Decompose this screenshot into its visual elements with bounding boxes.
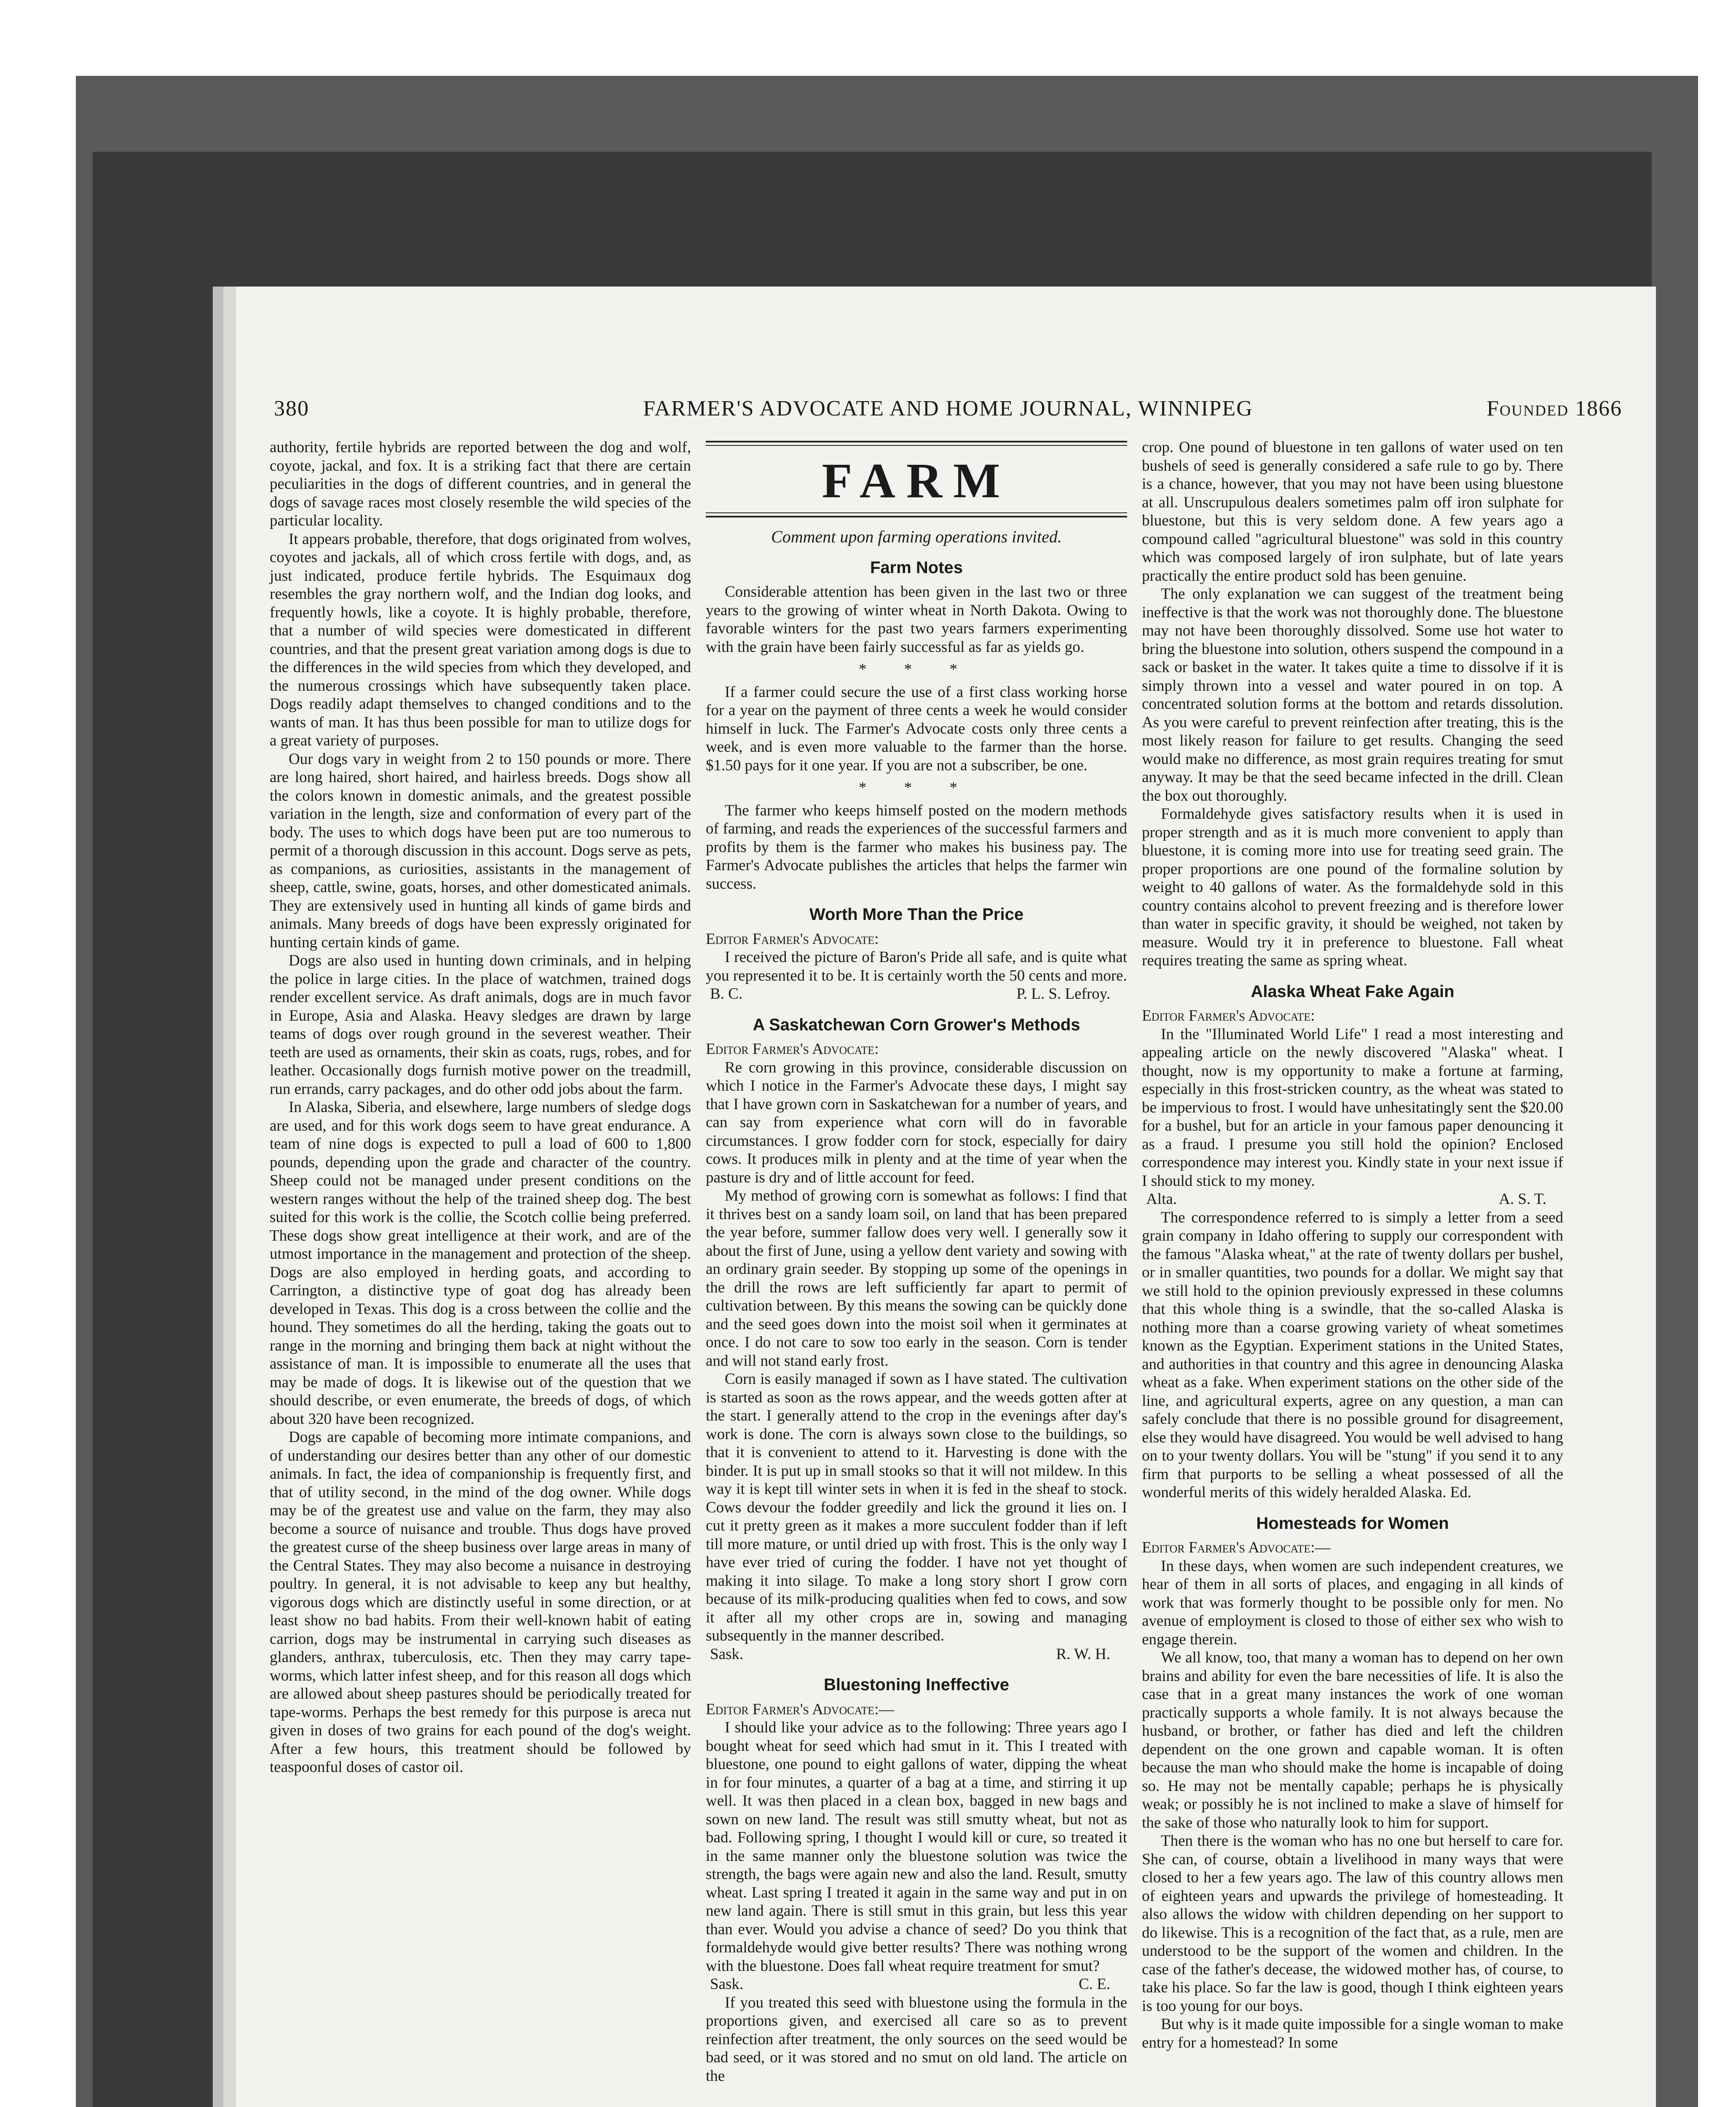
dogs-paragraph: authority, fertile hybrids are reported between the dog and wolf, coyote, jackal, and fox. It is a striking fact that there are certain peculiarities in the dogs of different countries, and in general the dogs of savage races most closely resemble the wild species of the particular locality. — [270, 439, 691, 529]
farm-notes-paragraph: The farmer who keeps himself posted on the modern methods of farming, and reads the experiences of the successful farmers and profits by them is the farmer who makes his business pay. The Farmer's Advocate publishes the articles that helps the farmer win success. — [706, 802, 1127, 893]
section-rule — [706, 516, 1127, 517]
worth-more-paragraph: I received the picture of Baron's Pride all safe, and is quite what you represented it to be. It is certainly worth the 50 cents and more. — [706, 949, 1127, 984]
farm-section-subtitle: Comment upon farming operations invited. — [771, 527, 1062, 546]
editor-salutation: Editor Farmer's Advocate:— — [706, 1700, 895, 1718]
newspaper-page — [236, 287, 1656, 2107]
farm-section-title: FARM — [822, 453, 1011, 508]
dogs-paragraph: Our dogs vary in weight from 2 to 150 pounds or more. There are long haired, short haired, and hairless breeds. Dogs show all the colors known in domestic animals, and the greatest possible variation in the length, size and conformation of every part of the body. The uses to which dogs have been put are too numerous to permit of a thorough discussion in this account. Dogs serve as pets, as companions, as curiosities, assistants in the management of sheep, cattle, swine, goats, horses, and other domesticated animals. They are extensively used in hunting all kinds of game birds and animals. Many breeds of dogs have been expressly originated for hunting certain kinds of game. — [270, 750, 691, 951]
founded-label: Founded 1866 — [1487, 397, 1622, 421]
alaska-reply: The correspondence referred to is simply a letter from a seed grain company in Idaho offering to supply our correspondent with the famous "Alaska wheat," at the rate of twenty dollars per bushel, or in smaller quantities, two pounds for a dollar. We might say that we still hold to the opinion previously expressed in these columns that this whole thing is a swindle, that the so-called Alaska is nothing more than a coarse growing variety of wheat sometimes known as the Egyptian. Experiment stations in the United States, and authorities in that country and this agree in denouncing Alaska wheat as a fake. When experiment stations on the other side of the line, and agricultural experts, agree on any question, a man can safely conclude that there is no possible ground for disagreement, else they would have disagreed. You would be well advised to hang on to your twenty dollars. You will be "stung" if you send it to any firm that purports to be selling a wheat possessed of all the wonderful merits of this widely heralded Alaska. Ed. — [1142, 1209, 1563, 1501]
signature-name: C. E. — [1078, 1976, 1110, 1993]
section-rule — [706, 512, 1127, 513]
homesteads-paragraph: In these days, when women are such independent creatures, we hear of them in all sorts of places, and engaging in all kinds of work that was formerly thought to be possible only for men. No avenue of employment is closed to those of either sex who wish to engage therein. — [1142, 1557, 1563, 1648]
page-number: 380 — [274, 397, 309, 421]
section-rule — [706, 445, 1127, 446]
corn-paragraph: My method of growing corn is somewhat as follows: I find that it thrives best on a sandy loam soil, on land that has been prepared the year before, summer fallow does very well. I generally sow it about the first of June, using a yellow dent variety and sowing with an ordinary grain seeder. By stopping up some of the openings in the drill the rows are left sufficiently far apart to permit of cultivation between. By this means the sowing can be quickly done and the seed goes down into the moist soil when it germinates at once. I do not care to sow too early in the season. Corn is tender and will not stand early frost. — [706, 1187, 1127, 1370]
column-dogs-article — [270, 438, 691, 1777]
signature-name: P. L. S. Lefroy. — [1016, 985, 1110, 1003]
signature-name: A. S. T. — [1499, 1190, 1546, 1208]
signature-place: Sask. — [710, 1645, 744, 1663]
corn-paragraph: Re corn growing in this province, considerable discussion on which I notice in the Farmer's Advocate these days, I might say that I have grown corn in Saskatchewan for a number of years, and can say from experience what corn will do in favorable circumstances. I grow fodder corn for stock, especially for dairy cows. It produces milk in plenty and at the time of year when the pasture is dry and of little account for feed. — [706, 1059, 1127, 1186]
journal-title: FARMER'S ADVOCATE AND HOME JOURNAL, WINNIPEG — [643, 397, 1253, 421]
bluestone-reply-paragraph: The only explanation we can suggest of the treatment being ineffective is that the work was not thoroughly done. The bluestone may not have been thoroughly dissolved. Some use hot water to bring the bluestone into solution, others suspend the compound in a sack or basket in the water. It takes quite a time to dissolve if it is simply thrown into a vessel and water poured in on top. A concentrated solution forms at the bottom and retards dissolution. As you were careful to prevent reinfection after treating, this is the most likely reason for failure to get results. Changing the seed would make no difference, as most grain requires treating for smut anyway. It may be that the seed became infected in the drill. Clean the box out thoroughly. — [1142, 585, 1563, 804]
editor-salutation: Editor Farmer's Advocate:— — [1142, 1539, 1331, 1556]
letter-signature — [706, 985, 1127, 1003]
bluestoning-heading: Bluestoning Ineffective — [823, 1675, 1010, 1694]
worth-more-heading: Worth More Than the Price — [809, 905, 1024, 924]
homesteads-paragraph: But why is it made quite impossible for a single woman to make entry for a homestead? In some — [1142, 2016, 1563, 2051]
editor-salutation: Editor Farmer's Advocate: — [706, 1040, 879, 1058]
dogs-paragraph: In Alaska, Siberia, and elsewhere, large numbers of sledge dogs are used, and for this work dogs seem to have great endurance. A team of nine dogs is expected to pull a load of 600 to 1,800 pounds, depending upon the grade and character of the country. Sheep could not be managed under present conditions on the western ranges without the help of the trained sheep dog. The best suited for this work is the collie, the Scotch collie being preferred. These dogs show great intelligence at their work, and are of the utmost importance in the management and protection of the sheep. Dogs are also employed in herding goats, and according to Carrington, a distinctive type of goat dog has already been developed in Texas. This dog is a cross between the collie and the hound. They sometimes do all the herding, taking the goats out to range in the morning and bringing them back at night without the assistance of man. It is impossible to enumerate all the uses that may be made of dogs. It is likewise out of the question that we should describe, or even enumerate, the breeds of dogs, of which about 320 have been recognized. — [270, 1099, 691, 1428]
corn-paragraph: Corn is easily managed if sown as I have stated. The cultivation is started as soon as the rows appear, and the weeds gotten after at the start. I generally attend to the crop in the evenings after day's work is done. The corn is always sown close to the buildings, so that it is convenient to attend to it. Harvesting is done with the binder. It is put up in small stooks so that it will not mildew. In this way it is kept till winter sets in when it is fed in the sheaf to stock. Cows devour the fodder greedily and lick the ground it lies on. I cut it pretty green as it makes a more succulent fodder than if left till more mature, or until dried up with frost. This is the only way I have ever tried of curing the fodder. I have not yet thought of making it into silage. To make a long story short I grow corn because of its milk-producing qualities when fed to cows, and sow it after all my other crops are in, sowing and managing subsequently in the manner described. — [706, 1370, 1127, 1644]
alaska-paragraph: In the "Illuminated World Life" I read a most interesting and appealing article on the newly discovered "Alaska" wheat. I thought, now is my opportunity to make a fortune at farming, especially in this frost-stricken country, as the wheat was stated to be impervious to frost. I would have unhesitatingly sent the $20.00 for a bushel, but for an article in your famous paper denouncing it as a fraud. I presume you still hold the opinion? Enclosed correspondence may interest you. Kindly state in your next issue if I should stick to my money. — [1142, 1025, 1563, 1190]
separator-stars: * * * — [859, 661, 974, 678]
bluestoning-reply: If you treated this seed with bluestone using the formula in the proportions given, and exercised all care so as to prevent reinfection after treatment, the only sources on the seed would be bad seed, or it was stored and no smut on old land. The article on the — [706, 1994, 1127, 2085]
corn-heading: A Saskatchewan Corn Grower's Methods — [753, 1015, 1080, 1034]
alaska-heading: Alaska Wheat Fake Again — [1251, 982, 1455, 1001]
signature-place: Alta. — [1146, 1190, 1177, 1208]
signature-place: B. C. — [710, 985, 743, 1003]
dogs-paragraph: Dogs are also used in hunting down criminals, and in helping the police in large cities. In the place of watchmen, trained dogs render excellent service. As draft animals, dogs are in much favor in Europe, Asia and Alaska. Heavy sledges are drawn by large teams of dogs over rough ground in the severest weather. Their teeth are used as ornaments, their skin as coats, rugs, robes, and for leather. Occasionally dogs furnish motive power on the treadmill, run errands, carry packages, and do other odd jobs about the farm. — [270, 952, 691, 1098]
dogs-paragraph: Dogs are capable of becoming more intimate companions, and of understanding our desires better than any other of our domestic animals. In fact, the idea of companionship is frequently first, and that of utility second, in the mind of the dog owner. While dogs may be of the greatest use and value on the farm, they may also become a source of nuisance and trouble. Thus dogs have proved the greatest curse of the sheep business over large areas in many of the Central States. They may also become a nuisance in destroying poultry. In general, it is not advisable to keep any but healthy, vigorous dogs which are distinctly useful in some direction, or at least show no bad habits. From their well-known habit of eating carrion, dogs may be instrumental in carrying such diseases as glanders, anthrax, tuberculosis, etc. Then they may carry tape-worms, which latter infest sheep, and for this reason all dogs which are allowed about sheep pastures should be periodically treated for tape-worms. Perhaps the best remedy for this purpose is areca nut given in doses of two grains for each pound of the dog's weight. After a few hours, this treatment should be followed by teaspoonful doses of castor oil. — [270, 1429, 691, 1776]
bluestone-reply-paragraph: crop. One pound of bluestone in ten gallons of water used on ten bushels of seed is generally considered a safe rule to go by. There is a chance, however, that you may not have been using bluestone at all. Unscrupulous dealers sometimes palm off iron sulphate for bluestone, but this is very seldom done. A few years ago a compound called "agricultural bluestone" was sold in this country which was composed largely of iron sulphate, but of late years practically the entire product sold has been genuine. — [1142, 439, 1563, 584]
dogs-paragraph: It appears probable, therefore, that dogs originated from wolves, coyotes and jackals, all of which cross fertile with dogs, and, as just indicated, produce fertile hybrids. The Esquimaux dog resembles the gray northern wolf, and the Indian dog looks, and frequently howls, like a coyote. It is highly probable, therefore, that a number of wild species were domesticated in different countries, and that the present great variation among dogs is due to the differences in the wild species from which they developed, and the numerous crossings which have subsequently taken place. Dogs readily adapt themselves to changed conditions and to the wants of man. It has thus been possible for man to utilize dogs for a great variety of purposes. — [270, 530, 691, 749]
letter-signature — [1142, 1190, 1563, 1209]
letter-signature — [706, 1645, 1127, 1664]
editor-salutation: Editor Farmer's Advocate: — [706, 930, 879, 948]
signature-name: R. W. H. — [1056, 1645, 1110, 1663]
section-rule — [706, 441, 1127, 442]
homesteads-heading: Homesteads for Women — [1256, 1514, 1449, 1533]
column-right — [1142, 438, 1563, 2052]
signature-place: Sask. — [710, 1976, 744, 1993]
homesteads-paragraph: We all know, too, that many a woman has to depend on her own brains and ability for even the bare necessities of life. It is also the case that in a great many instances the work of one woman practically supports a whole family. It is not always because the husband, or brother, or father has died and left the children dependent on the one grown and capable woman. It is often because the man who should make the home is incapable of doing so. He may not be mentally capable; perhaps he is physically weak; or possibly he is not inclined to make a slave of himself for the sake of those who naturally look to him for support. — [1142, 1649, 1563, 1831]
farm-notes-heading: Farm Notes — [870, 558, 963, 577]
farm-notes-paragraph: If a farmer could secure the use of a first class working horse for a year on the payment of three cents a week he would consider himself in luck. The Farmer's Advocate costs only three cents a week, and is even more valuable to the farmer than the horse. $1.50 pays for it one year. If you are not a subscriber, be one. — [706, 683, 1127, 774]
bluestoning-paragraph: I should like your advice as to the following: Three years ago I bought wheat for seed which had smut in it. This I treated with bluestone, one pound to eight gallons of water, dipping the wheat in for four minutes, a quarter of a bag at a time, and stirring it up well. It was then placed in a clean box, bagged in new bags and sown on new land. The result was still smutty wheat, but not as bad. Following spring, I thought I would kill or cure, so treated it in the same manner only the bluestone solution was twice the strength, the bags were again new and also the land. Result, smutty wheat. Last spring I treated it again in the same way and put in on new land again. There is still smut in this grain, but less this year than ever. Would you advise a chance of seed? Do you think that formaldehyde would give better results? There was nothing wrong with the bluestone. Does fall wheat require treatment for smut? — [706, 1719, 1127, 1975]
homesteads-paragraph: Then there is the woman who has no one but herself to care for. She can, of course, obtain a livelihood in many ways that were closed to her a few years ago. The law of this country allows men of eighteen years and upwards the privilege of homesteading. It also allows the widow with children depending on her support to do likewise. This is a recognition of the fact that, as a rule, men are understood to be the support of the women and children. In the case of the father's decease, the widowed mother has, of course, to take his place. So far the law is good, though I think eighteen years is too young for our boys. — [1142, 1832, 1563, 2015]
page-header — [274, 396, 1622, 430]
bluestone-reply-paragraph: Formaldehyde gives satisfactory results when it is used in proper strength and as it is much more convenient to apply than bluestone, it is coming more into use for treating seed grain. The proper proportions are one pound of the formaline solution by weight to 40 gallons of water. As the formaldehyde sold in this country contains alcohol to prevent freezing and is therefore lower than water in specific gravity, it should be weighed, not taken by measure. Would try it in preference to bluestone. Fall wheat requires treating the same as spring wheat. — [1142, 805, 1563, 969]
farm-notes-paragraph: Considerable attention has been given in the last two or three years to the growing of winter wheat in North Dakota. Owing to favorable winters for the past two years farmers experimenting with the grain have been fairly successful as far as yields go. — [706, 583, 1127, 656]
editor-salutation: Editor Farmer's Advocate: — [1142, 1007, 1315, 1024]
letter-signature — [706, 1975, 1127, 1994]
separator-stars: * * * — [859, 779, 974, 796]
column-farm-section — [706, 438, 1127, 2085]
